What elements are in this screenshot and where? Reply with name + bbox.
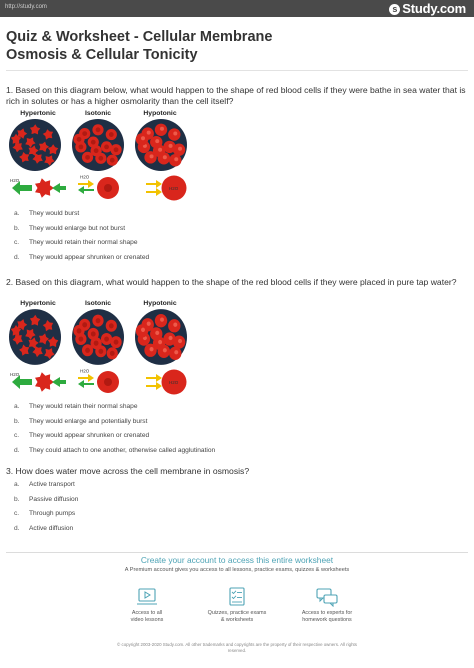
option-text: They would burst bbox=[29, 210, 80, 217]
svg-text:H2O: H2O bbox=[169, 380, 179, 385]
option-text: They would enlarge and potentially burst bbox=[29, 417, 148, 425]
option-text: Active transport bbox=[29, 481, 75, 488]
logo-mark-icon: s bbox=[389, 4, 400, 15]
diagram-label-hypertonic: Hypertonic bbox=[20, 300, 56, 307]
question-2-options bbox=[14, 403, 215, 461]
option-row[interactable]: b. They would enlarge but not burst bbox=[14, 224, 126, 232]
expert-chat-icon bbox=[315, 587, 339, 607]
feature-quizzes bbox=[192, 587, 282, 623]
top-bar bbox=[0, 0, 474, 17]
feature-label: Quizzes, practice exams & worksheets bbox=[207, 610, 267, 623]
title-divider bbox=[6, 70, 468, 71]
svg-text:H2O: H2O bbox=[169, 186, 179, 191]
copyright-footer: © copyright 2003-2020 Study.com. All other trademarks and copyrights are the property of their respective owners. All rights reserved. bbox=[117, 642, 357, 653]
osmosis-arrows-illustration bbox=[8, 174, 193, 202]
option-text: They would retain their normal shape bbox=[29, 403, 138, 410]
svg-text:H2O: H2O bbox=[80, 174, 90, 180]
osmosis-arrows-illustration bbox=[8, 368, 193, 396]
svg-text:H2O: H2O bbox=[10, 178, 20, 183]
option-row[interactable]: c. They would appear shrunken or crenated bbox=[14, 432, 150, 440]
option-row[interactable]: a. They would burst bbox=[14, 210, 80, 217]
option-row[interactable]: b. Passive diffusion bbox=[14, 495, 79, 503]
video-lesson-icon bbox=[136, 587, 158, 607]
diagram-label-isotonic: Isotonic bbox=[84, 300, 112, 307]
option-text: They would appear shrunken or crenated bbox=[29, 253, 150, 261]
cta-divider bbox=[6, 552, 468, 553]
question-2-diagram bbox=[8, 300, 193, 396]
page-title: Quiz & Worksheet - Cellular Membrane Osmosis & Cellular Tonicity bbox=[6, 29, 273, 63]
option-text: Through pumps bbox=[29, 510, 76, 518]
create-account-link[interactable]: Create your account to access this entire worksheet bbox=[140, 555, 334, 565]
feature-label: Access to all video lessons bbox=[130, 610, 164, 623]
svg-text:H2O: H2O bbox=[80, 368, 90, 374]
question-3-text: 3. How does water move across the cell membrane in osmosis? bbox=[6, 466, 250, 476]
diagram-label-hypertonic: Hypertonic bbox=[20, 110, 56, 117]
question-1-diagram bbox=[8, 110, 193, 202]
option-row[interactable]: c. Through pumps bbox=[14, 510, 76, 518]
option-row[interactable]: d. They would appear shrunken or crenated bbox=[14, 253, 150, 261]
diagram-label-hypotonic: Hypotonic bbox=[143, 110, 177, 117]
svg-text:H2O: H2O bbox=[10, 372, 20, 377]
question-2-text: 2. Based on this diagram, what would happen to the shape of the red blood cells if they were placed in pure tap water? bbox=[6, 277, 457, 287]
option-text: They would enlarge but not burst bbox=[29, 224, 126, 232]
feature-label: Access to experts for homework questions bbox=[301, 610, 353, 623]
option-row[interactable]: c. They would retain their normal shape bbox=[14, 239, 138, 247]
cell-dishes-illustration bbox=[8, 308, 193, 366]
option-text: Active diffusion bbox=[29, 524, 74, 532]
question-1-options bbox=[14, 210, 149, 268]
diagram-label-hypotonic: Hypotonic bbox=[143, 300, 177, 307]
cell-dishes-illustration bbox=[8, 118, 193, 172]
feature-video-lessons bbox=[102, 587, 192, 623]
feature-experts bbox=[282, 587, 372, 623]
question-1-text: 1. Based on this diagram below, what would happen to the shape of red blood cells if they were bathe in sea water that is rich in solutes or has a higher osmolarity than the cell itself? bbox=[6, 85, 466, 106]
option-row[interactable]: d. Active diffusion bbox=[14, 524, 74, 532]
option-row[interactable]: a. Active transport bbox=[14, 481, 75, 488]
option-row[interactable]: a. They would retain their normal shape bbox=[14, 403, 138, 410]
option-row[interactable]: b. They would enlarge and potentially burst bbox=[14, 417, 148, 425]
diagram-label-isotonic: Isotonic bbox=[84, 110, 112, 117]
cta-subtitle: A Premium account gives you access to all lessons, practice exams, quizzes & worksheets bbox=[124, 567, 350, 573]
question-3-options bbox=[14, 481, 78, 539]
source-url: http://study.com bbox=[5, 4, 47, 10]
option-text: Passive diffusion bbox=[29, 495, 79, 503]
quiz-worksheet-icon bbox=[226, 587, 248, 607]
option-text: They would appear shrunken or crenated bbox=[29, 432, 150, 440]
option-row[interactable]: d. They could attach to one another, otherwise called agglutination bbox=[14, 446, 216, 454]
study-logo[interactable]: s Study.com bbox=[389, 1, 466, 16]
option-text: They would retain their normal shape bbox=[29, 239, 138, 247]
option-text: They could attach to one another, otherwise called agglutination bbox=[29, 446, 216, 454]
